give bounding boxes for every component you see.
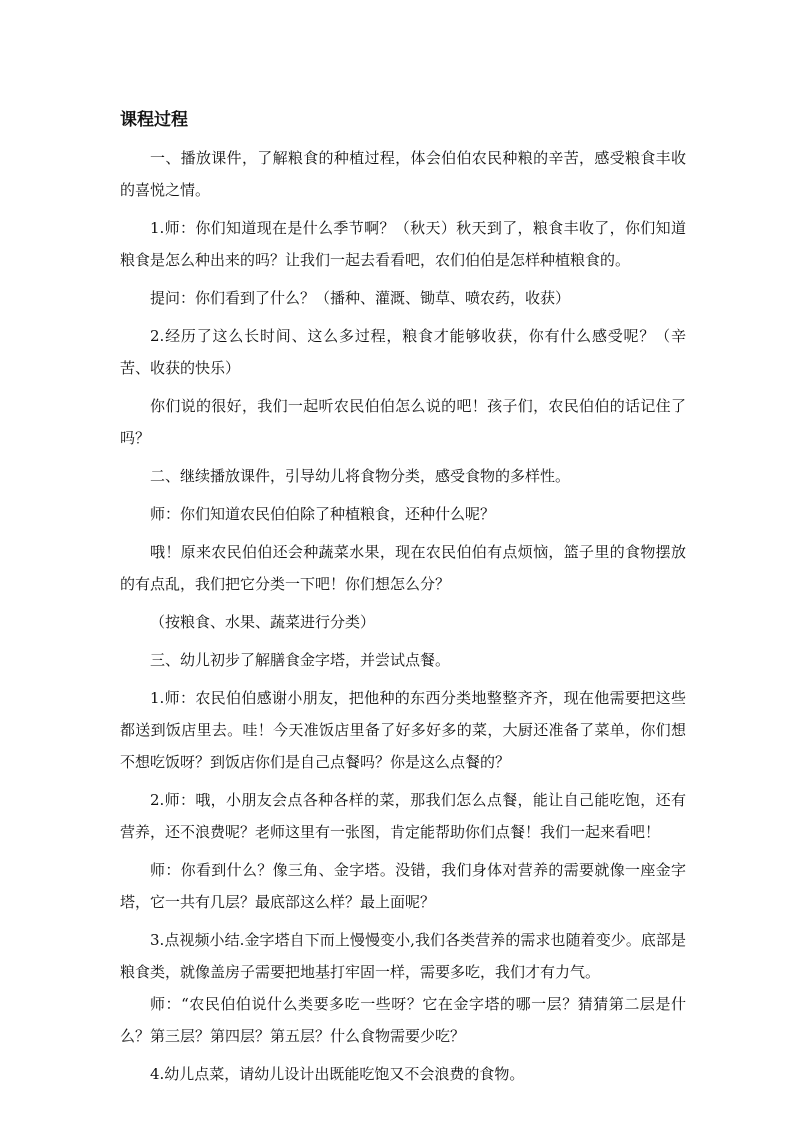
paragraph: 师：你们知道农民伯伯除了种植粮食，还种什么呢？	[150, 505, 496, 523]
paragraph: 你们说的很好，我们一起听农民伯伯怎么说的吧！孩子们，农民伯伯的话记住了吗？	[120, 397, 686, 447]
document-body	[120, 104, 686, 1090]
paragraph: 1.师：你们知道现在是什么季节啊？（秋天）秋天到了，粮食丰收了，你们知道粮食是怎么种出来的吗？让我们一起去看看吧，农们伯伯是怎样种植粮食的。	[120, 219, 686, 269]
paragraph: 提问：你们看到了什么？（播种、灌溉、锄草、喷农药，收获）	[150, 289, 571, 307]
paragraph: 2.师：哦，小朋友会点各种各样的菜，那我们怎么点餐，能让自己能吃饱，还有营养，还不浪费呢？老师这里有一张图，肯定能帮助你们点餐！我们一起来看吧！	[120, 791, 686, 841]
paragraph: 4.幼儿点菜，请幼儿设计出既能吃饱又不会浪费的食物。	[150, 1065, 525, 1083]
paragraph: 三、幼儿初步了解膳食金字塔，并尝试点餐。	[150, 651, 451, 669]
paragraph: 3.点视频小结.金字塔自下而上慢慢变小,我们各类营养的需求也随着变少。底部是粮食类，就像盖房子需要把地基打牢固一样，需要多吃，我们才有力气。	[120, 931, 686, 981]
paragraph: 哦！原来农民伯伯还会种蔬菜水果，现在农民伯伯有点烦恼，篮子里的食物摆放的有点乱，我们把它分类一下吧！你们想怎么分？	[120, 543, 686, 593]
paragraph: 师：你看到什么？像三角、金字塔。没错，我们身体对营养的需要就像一座金字塔，它一共有几层？最底部这么样？最上面呢？	[120, 861, 686, 911]
paragraph: 1.师：农民伯伯感谢小朋友，把他种的东西分类地整整齐齐，现在他需要把这些都送到饭店里去。哇！今天准饭店里备了好多好多的菜，大厨还准备了菜单，你们想不想吃饭呀？到饭店你们是自己点餐吗？你是这么点餐的？	[120, 689, 686, 771]
paragraph: （按粮食、水果、蔬菜进行分类）	[150, 613, 376, 631]
paragraph: 一、播放课件，了解粮食的种植过程，体会伯伯农民种粮的辛苦，感受粮食丰收的喜悦之情。	[120, 149, 686, 199]
paragraph: 2.经历了这么长时间、这么多过程，粮食才能够收获，你有什么感受呢？（辛苦、收获的快乐）	[120, 327, 686, 377]
paragraph: 师：“农民伯伯说什么类要多吃一些呀？它在金字塔的哪一层？猜猜第二层是什么？第三层？第四层？第五层？什么食物需要少吃？	[120, 995, 686, 1045]
paragraph: 二、继续播放课件，引导幼儿将食物分类，感受食物的多样性。	[150, 467, 571, 485]
section-heading: 课程过程	[120, 110, 188, 130]
